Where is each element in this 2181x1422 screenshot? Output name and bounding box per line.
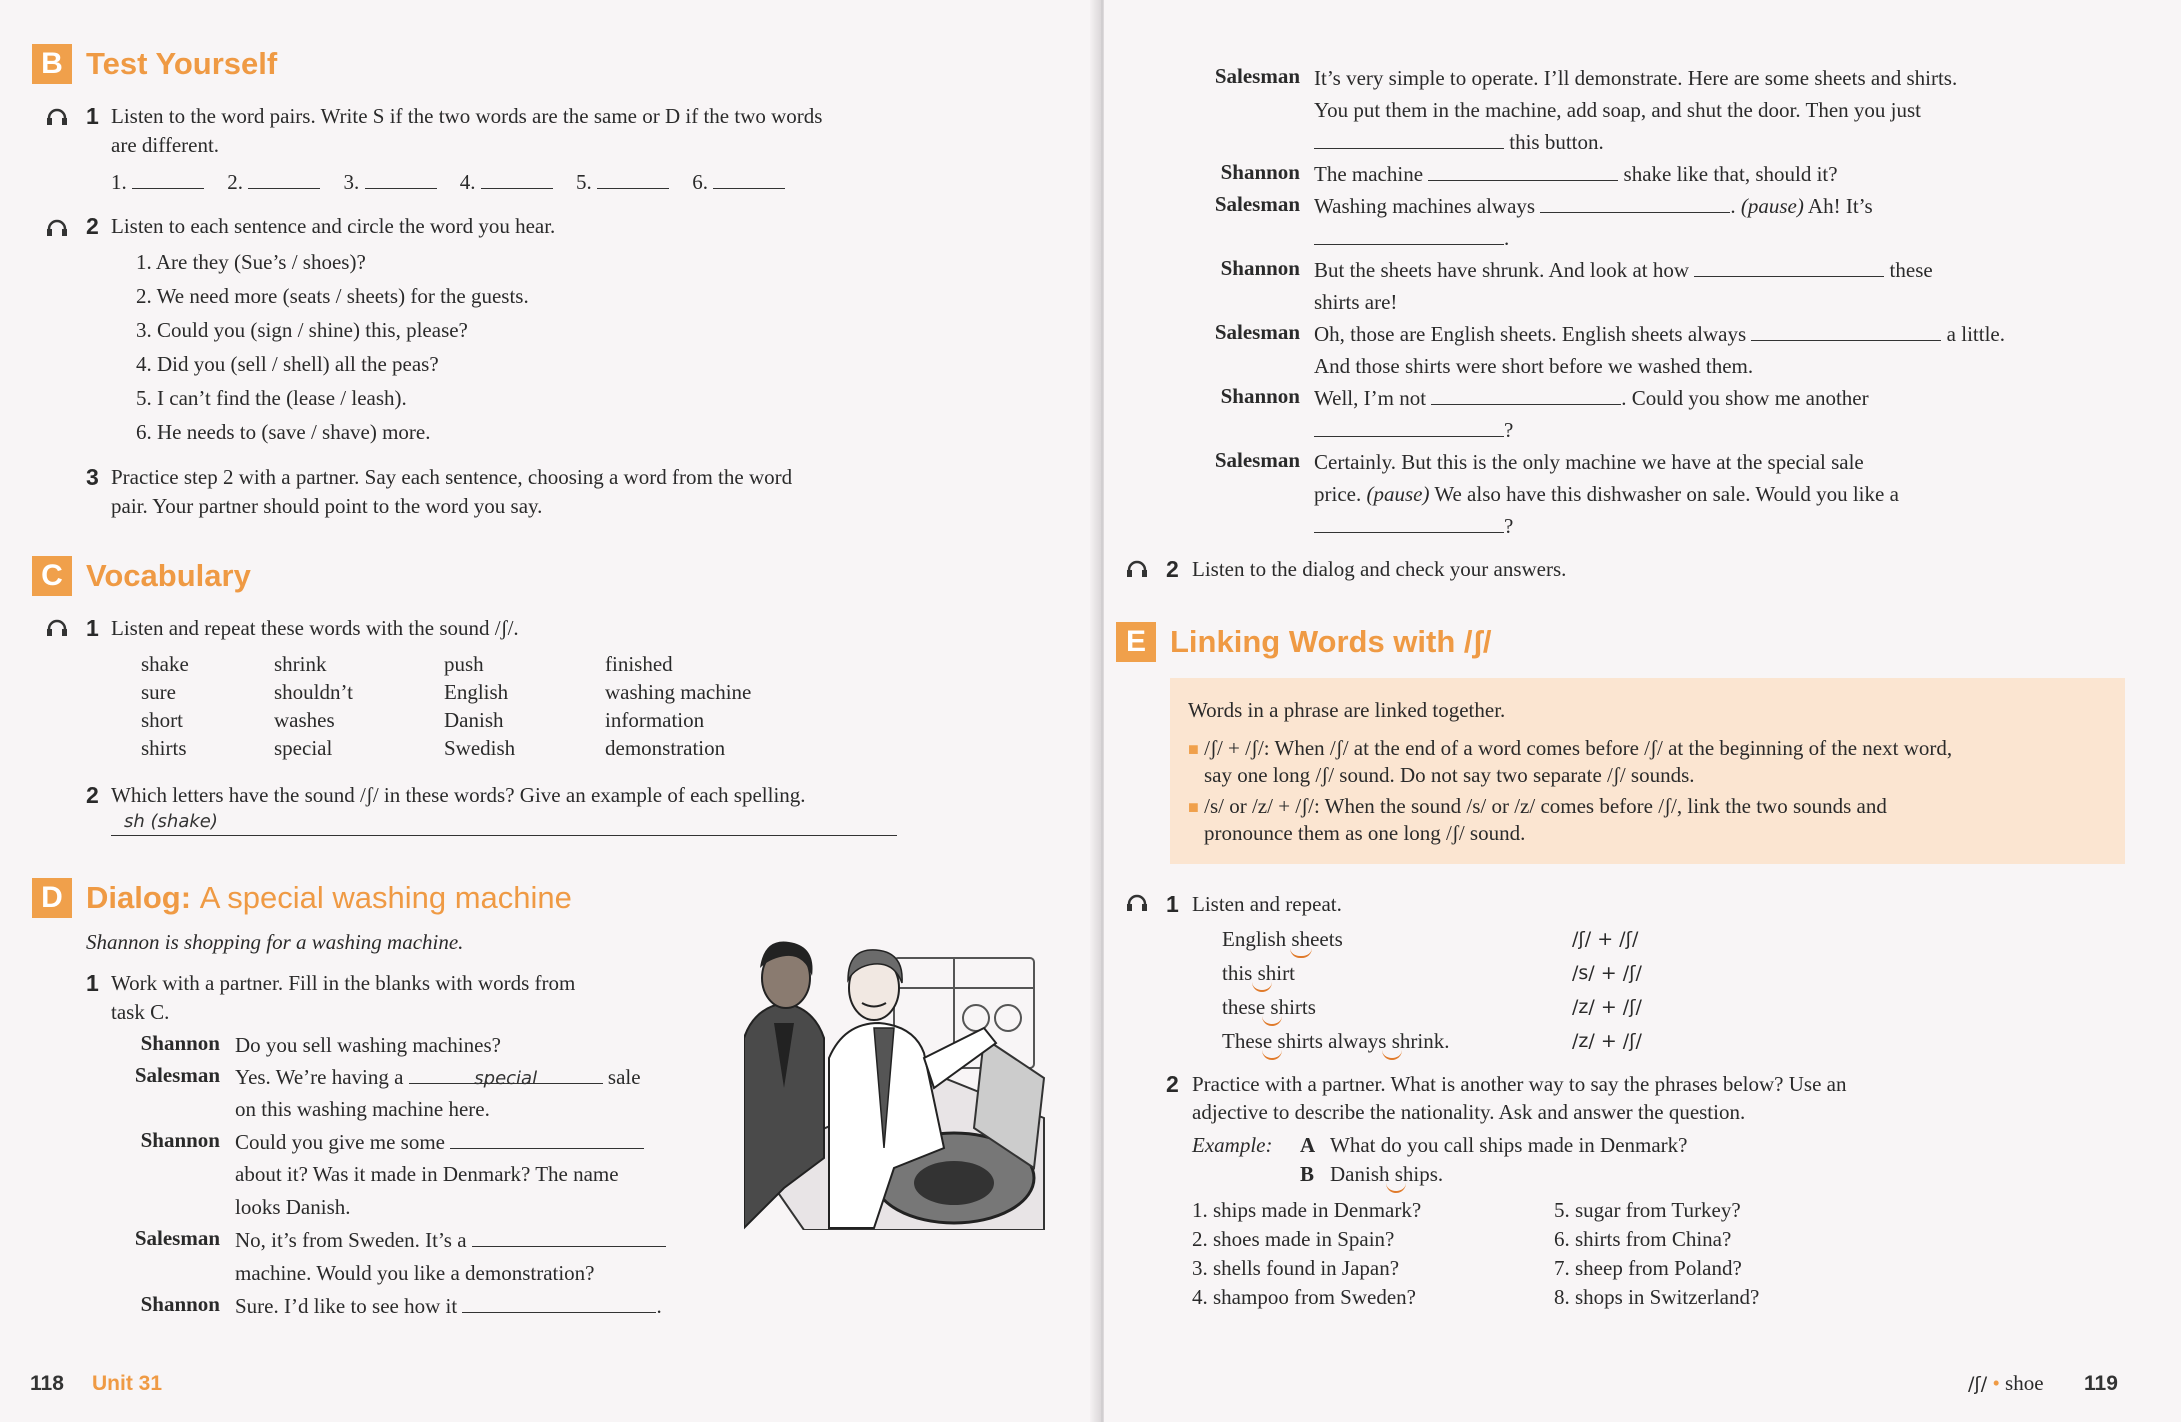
instruction-text: task C. [111, 1000, 170, 1024]
practice-item: 5. sugar from Turkey? [1554, 1198, 1741, 1222]
step-number: 1 [1166, 891, 1179, 917]
speaker-label: Salesman [1214, 448, 1300, 472]
speaker-label: Shannon [140, 1128, 220, 1152]
dialog-line: about it? Was it made in Denmark? The name [235, 1162, 619, 1186]
speaker-label: Shannon [140, 1031, 220, 1055]
sentence-item[interactable]: 4. Did you (sell / shell) all the peas? [136, 352, 439, 376]
speaker-label: Shannon [1220, 160, 1300, 184]
practice-item: 1. ships made in Denmark? [1192, 1198, 1422, 1222]
blank-field[interactable] [713, 168, 785, 189]
dialog-line: Do you sell washing machines? [235, 1033, 501, 1057]
section-b-header [32, 44, 277, 84]
section-title: Linking Words with /ʃ/ [1170, 624, 1492, 659]
step-number: 1 [86, 103, 99, 129]
dialog-line: And those shirts were short before we washed them. [1314, 354, 1754, 378]
instruction-text: Practice with a partner. What is another way to say the phrases below? Use an [1192, 1072, 1847, 1096]
section-title: Dialog: A special washing machine [86, 880, 572, 915]
rule-item: pronounce them as one long /ʃ/ sound. [1204, 821, 1526, 845]
speaker-label: Shannon [140, 1292, 220, 1316]
dialog-line: Could you give me some [235, 1128, 644, 1157]
dialog-line: But the sheets have shrunk. And look at how these [1314, 258, 1933, 282]
step-number: 2 [1166, 1071, 1179, 1097]
example-label: Example: [1192, 1133, 1273, 1157]
headphones-icon [46, 108, 68, 126]
phrase-item: this shirt [1222, 961, 1295, 985]
step-number: 3 [86, 464, 99, 490]
instruction-text: pair. Your partner should point to the word you say. [111, 494, 543, 518]
instruction-text: Listen and repeat. [1192, 892, 1342, 916]
vocab-word: sure [141, 680, 176, 704]
step-number: 2 [86, 213, 99, 239]
right-page [1104, 0, 2181, 1422]
phrase-item: these shirts [1222, 995, 1316, 1019]
headphones-icon [1126, 894, 1148, 912]
speaker-label: Shannon [1220, 384, 1300, 408]
vocab-word: push [444, 652, 484, 676]
headphones-icon [1126, 560, 1148, 578]
section-letter: C [32, 556, 72, 596]
step-number: 1 [86, 615, 99, 641]
sound-notation: /s/ + /ʃ/ [1572, 962, 1642, 984]
linking-arc [1386, 1183, 1406, 1193]
blank-field[interactable] [1540, 192, 1730, 213]
linking-arc [1290, 948, 1312, 958]
blank-field[interactable] [1314, 416, 1504, 437]
blank-field[interactable] [248, 168, 320, 189]
blank-field[interactable] [462, 1292, 656, 1313]
speaker-label: Salesman [134, 1226, 220, 1250]
blank-field[interactable] [409, 1063, 603, 1089]
dialog-line: You put them in the machine, add soap, and shut the door. Then you just [1314, 98, 1922, 122]
example-speaker: B [1300, 1162, 1315, 1186]
vocab-word: information [605, 708, 705, 732]
practice-item: 8. shops in Switzerland? [1554, 1285, 1760, 1309]
rule-item: say one long /ʃ/ sound. Do not say two separate /ʃ/ sounds. [1204, 763, 1695, 787]
dialog-line: Oh, those are English sheets. English sheets always a little. [1314, 322, 2005, 346]
blank-field[interactable] [1694, 256, 1884, 277]
blank-field[interactable] [1751, 320, 1941, 341]
sentence-item[interactable]: 6. He needs to (save / shave) more. [136, 420, 431, 444]
blank-field[interactable] [1431, 384, 1621, 405]
dialog-line: machine. Would you like a demonstration? [235, 1261, 595, 1285]
dialog-line: ? [1314, 416, 1513, 445]
example-speaker: A [1300, 1133, 1316, 1157]
blank-field[interactable] [597, 168, 669, 189]
bullet-icon: ■ [1188, 739, 1199, 759]
page-number: 118 [30, 1372, 64, 1395]
blank-field[interactable] [450, 1128, 644, 1149]
vocab-word: shirts [141, 736, 187, 760]
practice-item: 2. shoes made in Spain? [1192, 1227, 1395, 1251]
sentence-item[interactable]: 2. We need more (seats / sheets) for the guests. [136, 284, 529, 308]
step-number: 2 [1166, 556, 1179, 582]
vocab-word: shrink [274, 652, 327, 676]
blank-field[interactable] [481, 168, 553, 189]
dot-icon: • [1992, 1371, 2000, 1395]
unit-label: Unit 31 [92, 1372, 163, 1395]
section-letter: B [32, 44, 72, 84]
sentence-item[interactable]: 1. Are they (Sue’s / shoes)? [136, 250, 366, 274]
linking-arc [1382, 1050, 1402, 1060]
practice-item: 4. shampoo from Sweden? [1192, 1285, 1416, 1309]
instruction-text: Listen to the word pairs. Write S if the two words are the same or D if the two words [111, 104, 823, 128]
dialog-line: Sure. I’d like to see how it . [235, 1294, 662, 1318]
rule-item: ■ /ʃ/ + /ʃ/: When /ʃ/ at the end of a word comes before /ʃ/ at the beginning of the next word, [1188, 736, 1953, 760]
linking-arc [1252, 982, 1272, 992]
phrase-item: These shirts always shrink. [1222, 1029, 1450, 1053]
sound-notation: /ʃ/ + /ʃ/ [1572, 928, 1639, 950]
dialog-line: Yes. We’re having a special sale [235, 1065, 641, 1089]
vocab-word: short [141, 708, 183, 732]
practice-item: 7. sheep from Poland? [1554, 1256, 1742, 1280]
section-e-header [1116, 622, 1491, 662]
dialog-intro: Shannon is shopping for a washing machine. [86, 930, 464, 954]
blank-field[interactable] [1314, 128, 1504, 149]
dialog-line: shirts are! [1314, 290, 1398, 314]
rule-item: ■ /s/ or /z/ + /ʃ/: When the sound /s/ or /z/ comes before /ʃ/, link the two sounds and [1188, 794, 1887, 818]
answer-blanks: 1. 2. 3. 4. 5. 6. [111, 168, 785, 197]
sound-notation: /z/ + /ʃ/ [1572, 1030, 1642, 1052]
instruction-text: Listen to the dialog and check your answers. [1192, 557, 1567, 581]
blank-field[interactable] [1428, 160, 1618, 181]
section-d-header [32, 878, 572, 918]
sentence-item[interactable]: 3. Could you (sign / shine) this, please? [136, 318, 468, 342]
vocab-word: Danish [444, 708, 504, 732]
section-subtitle: A special washing machine [199, 880, 572, 915]
speaker-label: Salesman [1214, 320, 1300, 344]
linking-arc [1262, 1016, 1282, 1026]
section-title: Vocabulary [86, 558, 251, 593]
practice-item: 6. shirts from China? [1554, 1227, 1732, 1251]
handwritten-answer: sh (shake) [124, 811, 218, 832]
page-number: 119 [2084, 1372, 2118, 1395]
answer-line[interactable] [111, 835, 897, 836]
vocab-word: English [444, 680, 509, 704]
salesman-illustration [744, 928, 1052, 1230]
vocab-word: washes [274, 708, 335, 732]
section-letter: D [32, 878, 72, 918]
blank-field[interactable] [132, 168, 204, 189]
sound-notation: /z/ + /ʃ/ [1572, 996, 1642, 1018]
speaker-label: Salesman [134, 1063, 220, 1087]
section-c-header [32, 556, 251, 596]
instruction-text: adjective to describe the nationality. Ask and answer the question. [1192, 1100, 1746, 1124]
footer-running-head: /ʃ/ • shoe [1968, 1371, 2044, 1395]
blank-field[interactable] [1314, 512, 1504, 533]
instruction-text: Practice step 2 with a partner. Say each sentence, choosing a word from the word [111, 465, 793, 489]
blank-field[interactable] [365, 168, 437, 189]
dialog-line: . [1314, 224, 1509, 253]
rule-box [1170, 678, 2125, 864]
phrase-item: English sheets [1222, 927, 1343, 951]
instruction-text: Work with a partner. Fill in the blanks with words from [111, 971, 576, 995]
headphones-icon [46, 219, 68, 237]
vocab-word: finished [605, 652, 673, 676]
dialog-line: looks Danish. [235, 1195, 351, 1219]
blank-field[interactable] [472, 1226, 666, 1247]
vocab-word: shouldn’t [274, 680, 353, 704]
dialog-line: No, it’s from Sweden. It’s a [235, 1226, 666, 1255]
blank-field[interactable] [1314, 224, 1504, 245]
dialog-line: this button. [1314, 128, 1604, 157]
dialog-line: It’s very simple to operate. I’ll demonstrate. Here are some sheets and shirts. [1314, 66, 1958, 90]
instruction-text: Listen and repeat these words with the sound /ʃ/. [111, 616, 519, 640]
handwritten-answer: special [474, 1068, 538, 1089]
vocab-word: washing machine [605, 680, 752, 704]
rule-intro: Words in a phrase are linked together. [1188, 698, 1506, 722]
practice-item: 3. shells found in Japan? [1192, 1256, 1400, 1280]
instruction-text: are different. [111, 133, 220, 157]
dialog-line: The machine shake like that, should it? [1314, 162, 1838, 186]
section-title: Test Yourself [86, 46, 278, 81]
speaker-label: Salesman [1214, 64, 1300, 88]
example-text: Danish ships. [1330, 1162, 1444, 1186]
instruction-text: Listen to each sentence and circle the word you hear. [111, 214, 556, 238]
vocab-word: demonstration [605, 736, 726, 760]
headphones-icon [46, 619, 68, 637]
speaker-label: Salesman [1214, 192, 1300, 216]
step-number: 1 [86, 970, 99, 996]
vocab-word: shake [141, 652, 189, 676]
bullet-icon: ■ [1188, 797, 1199, 817]
vocab-word: special [274, 736, 333, 760]
dialog-line: Well, I’m not . Could you show me another [1314, 386, 1869, 410]
linking-arc [1262, 1050, 1282, 1060]
step-number: 2 [86, 782, 99, 808]
dialog-line: ? [1314, 512, 1513, 541]
sentence-item[interactable]: 5. I can’t find the (lease / leash). [136, 386, 407, 410]
example-text: What do you call ships made in Denmark? [1330, 1133, 1688, 1157]
instruction-text: Which letters have the sound /ʃ/ in these words? Give an example of each spelling. [111, 783, 806, 807]
dialog-line: Certainly. But this is the only machine we have at the special sale [1314, 450, 1864, 474]
section-letter: E [1116, 622, 1156, 662]
speaker-label: Shannon [1220, 256, 1300, 280]
vocab-word: Swedish [444, 736, 516, 760]
dialog-line: price. (pause) We also have this dishwasher on sale. Would you like a [1314, 482, 1899, 506]
dialog-line: on this washing machine here. [235, 1097, 490, 1121]
dialog-line: Washing machines always . (pause) Ah! It’s [1314, 194, 1873, 218]
